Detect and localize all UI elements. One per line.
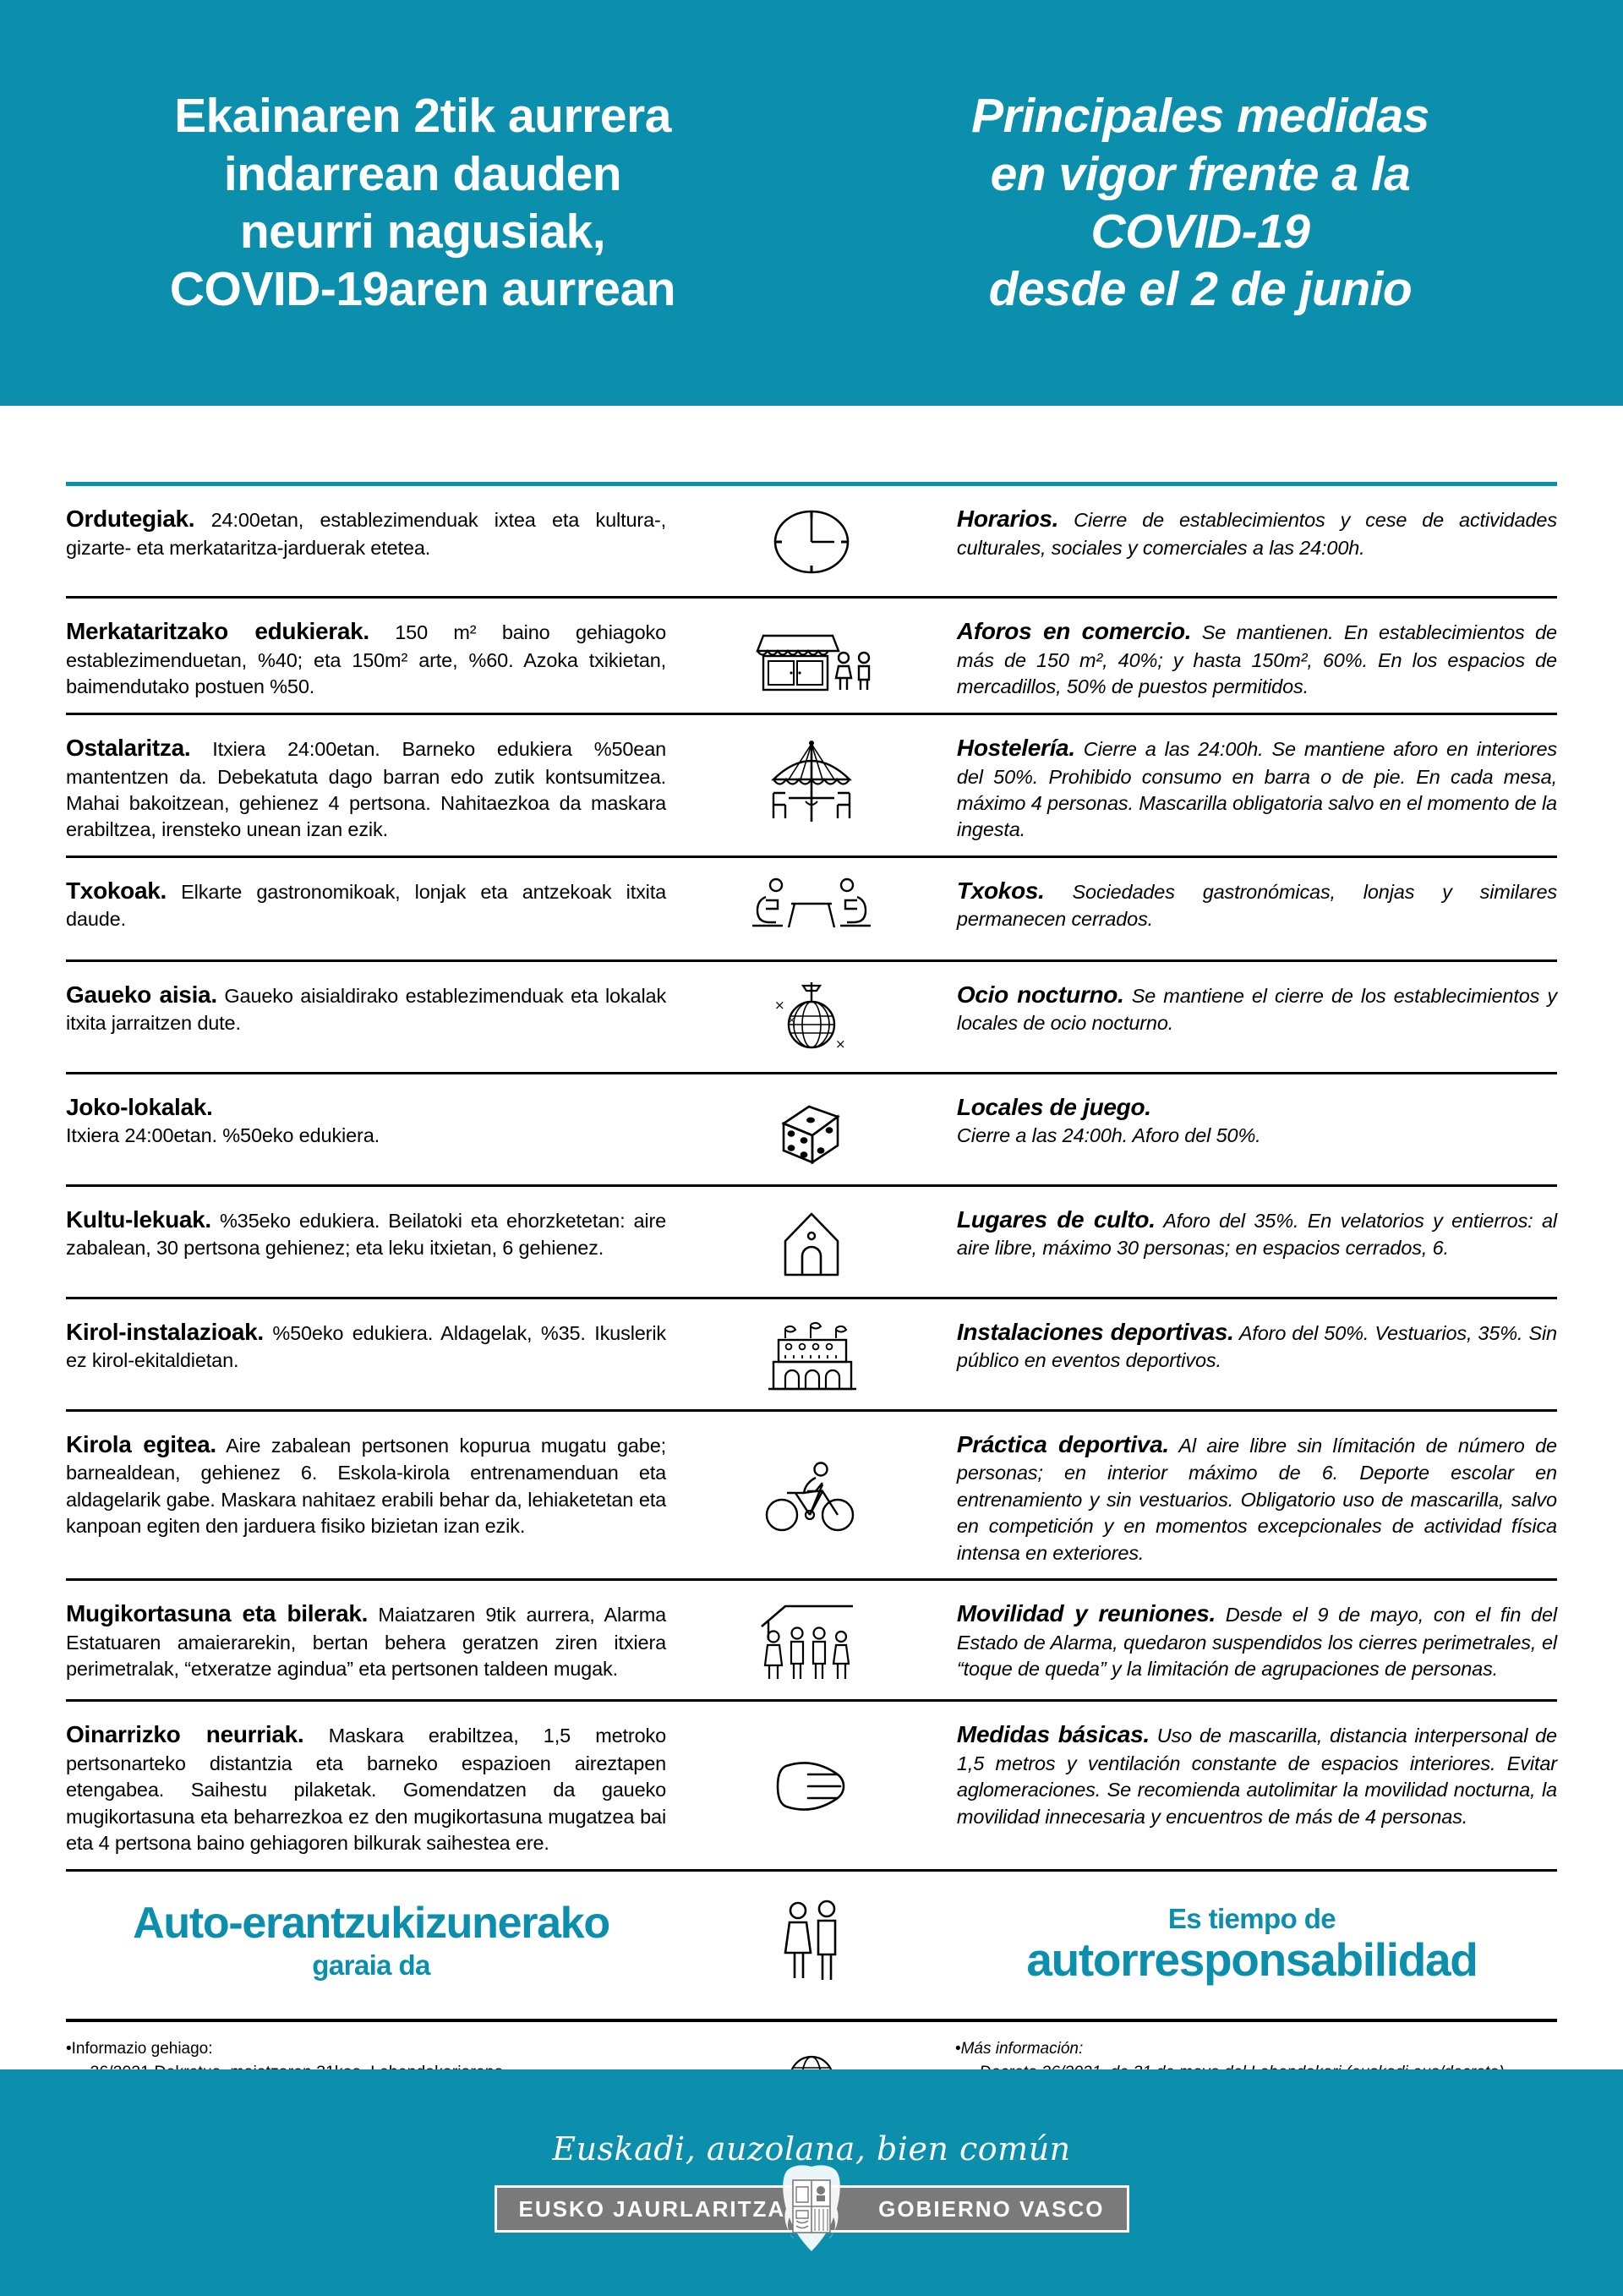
measure-text-basque — [66, 1200, 685, 1285]
measure-body-basque: %35eko edukiera. Beilatoki eta ehorzketetan: aire zabalean, 30 pertsona gehienez; eta leku itxietan, 6 gehienez. — [66, 1209, 667, 1260]
measure-text-spanish — [938, 1313, 1557, 1397]
slogan-spanish-main: autorresponsabilidad — [1026, 1932, 1478, 1986]
measure-text-basque — [66, 976, 685, 1060]
measures-sheet — [0, 482, 1623, 2151]
measure-title-basque: Merkataritzako edukierak. — [66, 618, 369, 644]
clock-icon — [685, 500, 938, 584]
measure-row — [66, 1187, 1557, 1299]
government-logo-basque: EUSKO JAURLARITZA — [518, 2195, 786, 2222]
poster-footer — [0, 2069, 1623, 2296]
measure-title-basque: Kirola egitea. — [66, 1430, 216, 1457]
slogan-block — [66, 1872, 1557, 2022]
measure-title-basque: Mugikortasuna eta bilerak. — [66, 1600, 369, 1627]
measure-body-basque: %50eko edukiera. Aldagelak, %35. Ikuslerik ez kirol-ekitaldietan. — [66, 1321, 667, 1372]
measure-title-spanish: Práctica deportiva. — [956, 1430, 1169, 1457]
measure-row — [66, 1074, 1557, 1187]
header-title-spanish-line-4: desde el 2 de junio — [988, 262, 1413, 317]
measure-text-spanish — [938, 1200, 1557, 1285]
svg-text:×: × — [834, 1036, 846, 1052]
measure-body-basque: 150 m² baino gehiagoko establezimenduetan, %40; eta 150m² arte, %60. Azoka txikietan, baimendutako postuen %50. — [66, 621, 667, 697]
measure-text-spanish — [938, 500, 1557, 584]
family-house-icon — [685, 1594, 938, 1687]
measure-row — [66, 1299, 1557, 1412]
measure-row — [66, 486, 1557, 599]
measure-title-spanish: Locales de juego. — [956, 1093, 1151, 1120]
header-title-spanish — [812, 87, 1564, 319]
measure-title-basque: Kirol-instalazioak. — [66, 1318, 264, 1345]
measure-title-spanish: Medidas básicas. — [956, 1721, 1150, 1748]
measure-title-basque: Ostalaritza. — [66, 735, 191, 761]
header-title-basque-line-4: COVID-19aren aurrean — [169, 262, 676, 317]
measure-body-basque: Elkarte gastronomikoak, lonjak eta antzekoak itxita daude. — [66, 880, 667, 931]
svg-text:×: × — [773, 997, 785, 1013]
mask-icon — [685, 1715, 938, 1856]
measure-text-spanish — [938, 1594, 1557, 1687]
measure-body-basque: Maskara erabiltzea, 1,5 metroko pertsonarteko distantzia eta barneko espazioen aireztapen etengabea. Saihestu pilaketak. Gomendatzen da gaueko mugikortasuna eta beharrezkoa ez den mugikortasuna mugatzea bai eta 4 pertsona baino gehiagoren bilkurak saihestea ere. — [66, 1725, 667, 1855]
measure-text-basque — [66, 500, 685, 584]
measure-body-spanish: Cierre a las 24:00h. Aforo del 50%. — [956, 1124, 1261, 1147]
measure-text-basque — [66, 872, 685, 948]
more-info-basque-heading: •Informazio gehiago: — [66, 2039, 213, 2058]
measure-body-basque: Aire zabalean pertsonen kopurua mugatu gabe; barnealdean, gehienez 6. Eskola-kirola entrenamenduan eta aldagelarik gabe. Maskara nahitaez erabili behar da, lehiaketetan eta kanpoan egiten den jarduera fisiko bizietan izan ezik. — [66, 1434, 667, 1538]
two-people-icon — [685, 1897, 938, 1990]
measure-text-basque — [66, 729, 685, 844]
measure-title-spanish: Aforos en comercio. — [956, 618, 1192, 644]
footer-claim: Euskadi, auzolana, bien común — [552, 2130, 1071, 2168]
header-title-basque-line-1: Ekainaren 2tik aurrera — [174, 89, 671, 144]
cyclist-icon — [685, 1425, 938, 1566]
measure-title-spanish: Movilidad y reuniones. — [956, 1600, 1216, 1627]
measure-row — [66, 715, 1557, 858]
header-title-spanish-line-1: Principales medidas — [971, 89, 1429, 144]
measure-title-basque: Gaueko aisia. — [66, 981, 217, 1008]
government-logo — [495, 2183, 1129, 2235]
stadium-icon — [685, 1313, 938, 1397]
measure-body-spanish: Aforo del 35%. En velatorios y entierros: al aire libre, máximo 30 personas; en espacios cerrados, 6. — [956, 1209, 1557, 1260]
measure-title-basque: Kultu-lekuak. — [66, 1205, 211, 1233]
measure-text-basque — [66, 1715, 685, 1856]
measure-body-spanish: Se mantienen. En establecimientos de más de 150 m², 40%; y hasta 150m², 60%. En los espacios de mercadillos, 50% de puestos permitidos. — [956, 621, 1557, 697]
measure-title-spanish: Instalaciones deportivas. — [956, 1318, 1234, 1345]
measure-body-spanish: Cierre de establecimientos y cese de actividades culturales, sociales y comerciales a las 24:00h. — [956, 509, 1557, 559]
header-title-spanish-line-3: COVID-19 — [1090, 205, 1310, 259]
measure-title-spanish: Horarios. — [956, 506, 1059, 532]
measure-body-basque: Itxiera 24:00etan. %50eko edukiera. — [66, 1124, 380, 1147]
poster-header — [0, 0, 1623, 406]
measure-text-spanish — [938, 976, 1557, 1060]
dice-icon — [685, 1088, 938, 1173]
measure-body-spanish: Cierre a las 24:00h. Se mantiene aforo en interiores del 50%. Prohibido consumo en barra o de pie. En cada mesa, máximo 4 personas. Mascarilla obligatoria salvo en el momento de la ingesta. — [956, 738, 1557, 841]
measure-row — [66, 1702, 1557, 1871]
measure-title-spanish: Hostelería. — [956, 735, 1075, 761]
measure-body-spanish: Uso de mascarilla, distancia interpersonal de 1,5 metros y ventilación constante de espacios interiores. Evitar aglomeraciones. Se recomienda autolimitar la movilidad nocturna, la movilidad innecesaria y encuentros de más de 4 personas. — [956, 1725, 1557, 1828]
measure-body-spanish: Aforo del 50%. Vestuarios, 35%. Sin público en eventos deportivos. — [956, 1321, 1557, 1372]
measure-body-spanish: Al aire libre sin límitación de número de personas; en interior máximo de 6. Deporte escolar en entrenamiento y sin vestuarios. Obligatorio uso de mascarilla, salvo en competición y en momentos excepcionales de actividad física intensa en exteriores. — [956, 1434, 1557, 1564]
measure-body-spanish: Se mantiene el cierre de los establecimientos y locales de ocio nocturno. — [956, 984, 1557, 1035]
measure-title-basque: Ordutegiak. — [66, 506, 195, 532]
measure-text-basque — [66, 1425, 685, 1566]
measure-text-spanish — [938, 729, 1557, 844]
measure-body-basque: Itxiera 24:00etan. Barneko edukiera %50ean mantentzen da. Debekatuta dago barran edo zutik kontsumitzea. Mahai bakoitzean, gehienez 4 pertsona. Nahitaezkoa da maskara erabiltzea, irensteko unean izan ezik. — [66, 738, 667, 841]
header-title-spanish-line-2: en vigor frente a la — [990, 146, 1411, 201]
measure-row — [66, 599, 1557, 715]
government-logo-spanish: GOBIERNO VASCO — [878, 2195, 1105, 2222]
measure-title-basque: Txokoak. — [66, 877, 167, 904]
measure-row — [66, 858, 1557, 962]
header-title-basque-line-2: indarrean dauden — [223, 146, 622, 201]
measure-text-basque — [66, 612, 685, 701]
measure-row — [66, 962, 1557, 1074]
people-at-table-icon — [685, 872, 938, 948]
measure-body-basque: 24:00etan, establezimenduak ixtea eta kultura-, gizarte- eta merkataritza-jarduerak etetea. — [66, 509, 667, 559]
slogan-basque-main: Auto-erantzukizunerako — [133, 1898, 609, 1948]
measure-body-spanish: Desde el 9 de mayo, con el fin del Estado de Alarma, quedaron suspendidos los cierres perimetrales, el “toque de queda” y la limitación de agrupaciones de personas. — [956, 1604, 1557, 1681]
disco-ball-icon — [685, 976, 938, 1060]
measure-body-spanish: Sociedades gastronómicas, lonjas y similares permanecen cerrados. — [956, 880, 1557, 931]
header-title-basque-line-3: neurri nagusiak, — [239, 205, 606, 259]
basque-coat-of-arms-icon — [774, 2162, 849, 2256]
measure-title-basque: Oinarrizko neurriak. — [66, 1721, 304, 1748]
measure-text-spanish — [938, 872, 1557, 948]
measure-title-spanish: Txokos. — [956, 877, 1045, 904]
measure-title-spanish: Lugares de culto. — [956, 1205, 1156, 1233]
slogan-basque-sub: garaia da — [312, 1949, 430, 1981]
measure-row — [66, 1412, 1557, 1581]
measure-text-spanish — [938, 1715, 1557, 1856]
measure-title-basque: Joko-lokalak. — [66, 1093, 213, 1120]
slogan-spanish — [938, 1902, 1557, 1984]
measure-body-basque: Maiatzaren 9tik aurrera, Alarma Estatuaren amaierarekin, bertan behera geratzen ziren itxiera perimetralak, “etxeratze agindua” eta pertsonen taldeen mugak. — [66, 1604, 667, 1681]
more-info-spanish-heading: •Más información: — [954, 2039, 1084, 2058]
measure-text-basque — [66, 1313, 685, 1397]
measure-row — [66, 1581, 1557, 1702]
slogan-basque — [66, 1898, 685, 1986]
measure-text-basque — [66, 1594, 685, 1687]
parasol-table-icon — [685, 729, 938, 844]
measure-text-spanish — [938, 1088, 1557, 1173]
measure-body-basque: Gaueko aisialdirako establezimenduak eta lokalak itxita jarraitzen dute. — [66, 984, 667, 1035]
measure-text-spanish — [938, 612, 1557, 701]
svg-text:×: × — [787, 1014, 796, 1025]
measure-text-spanish — [938, 1425, 1557, 1566]
shop-icon — [685, 612, 938, 701]
church-icon — [685, 1200, 938, 1285]
header-title-basque — [59, 87, 812, 319]
measure-text-basque — [66, 1088, 685, 1173]
measure-title-spanish: Ocio nocturno. — [956, 981, 1124, 1008]
slogan-spanish-sub: Es tiempo de — [1167, 1903, 1336, 1935]
